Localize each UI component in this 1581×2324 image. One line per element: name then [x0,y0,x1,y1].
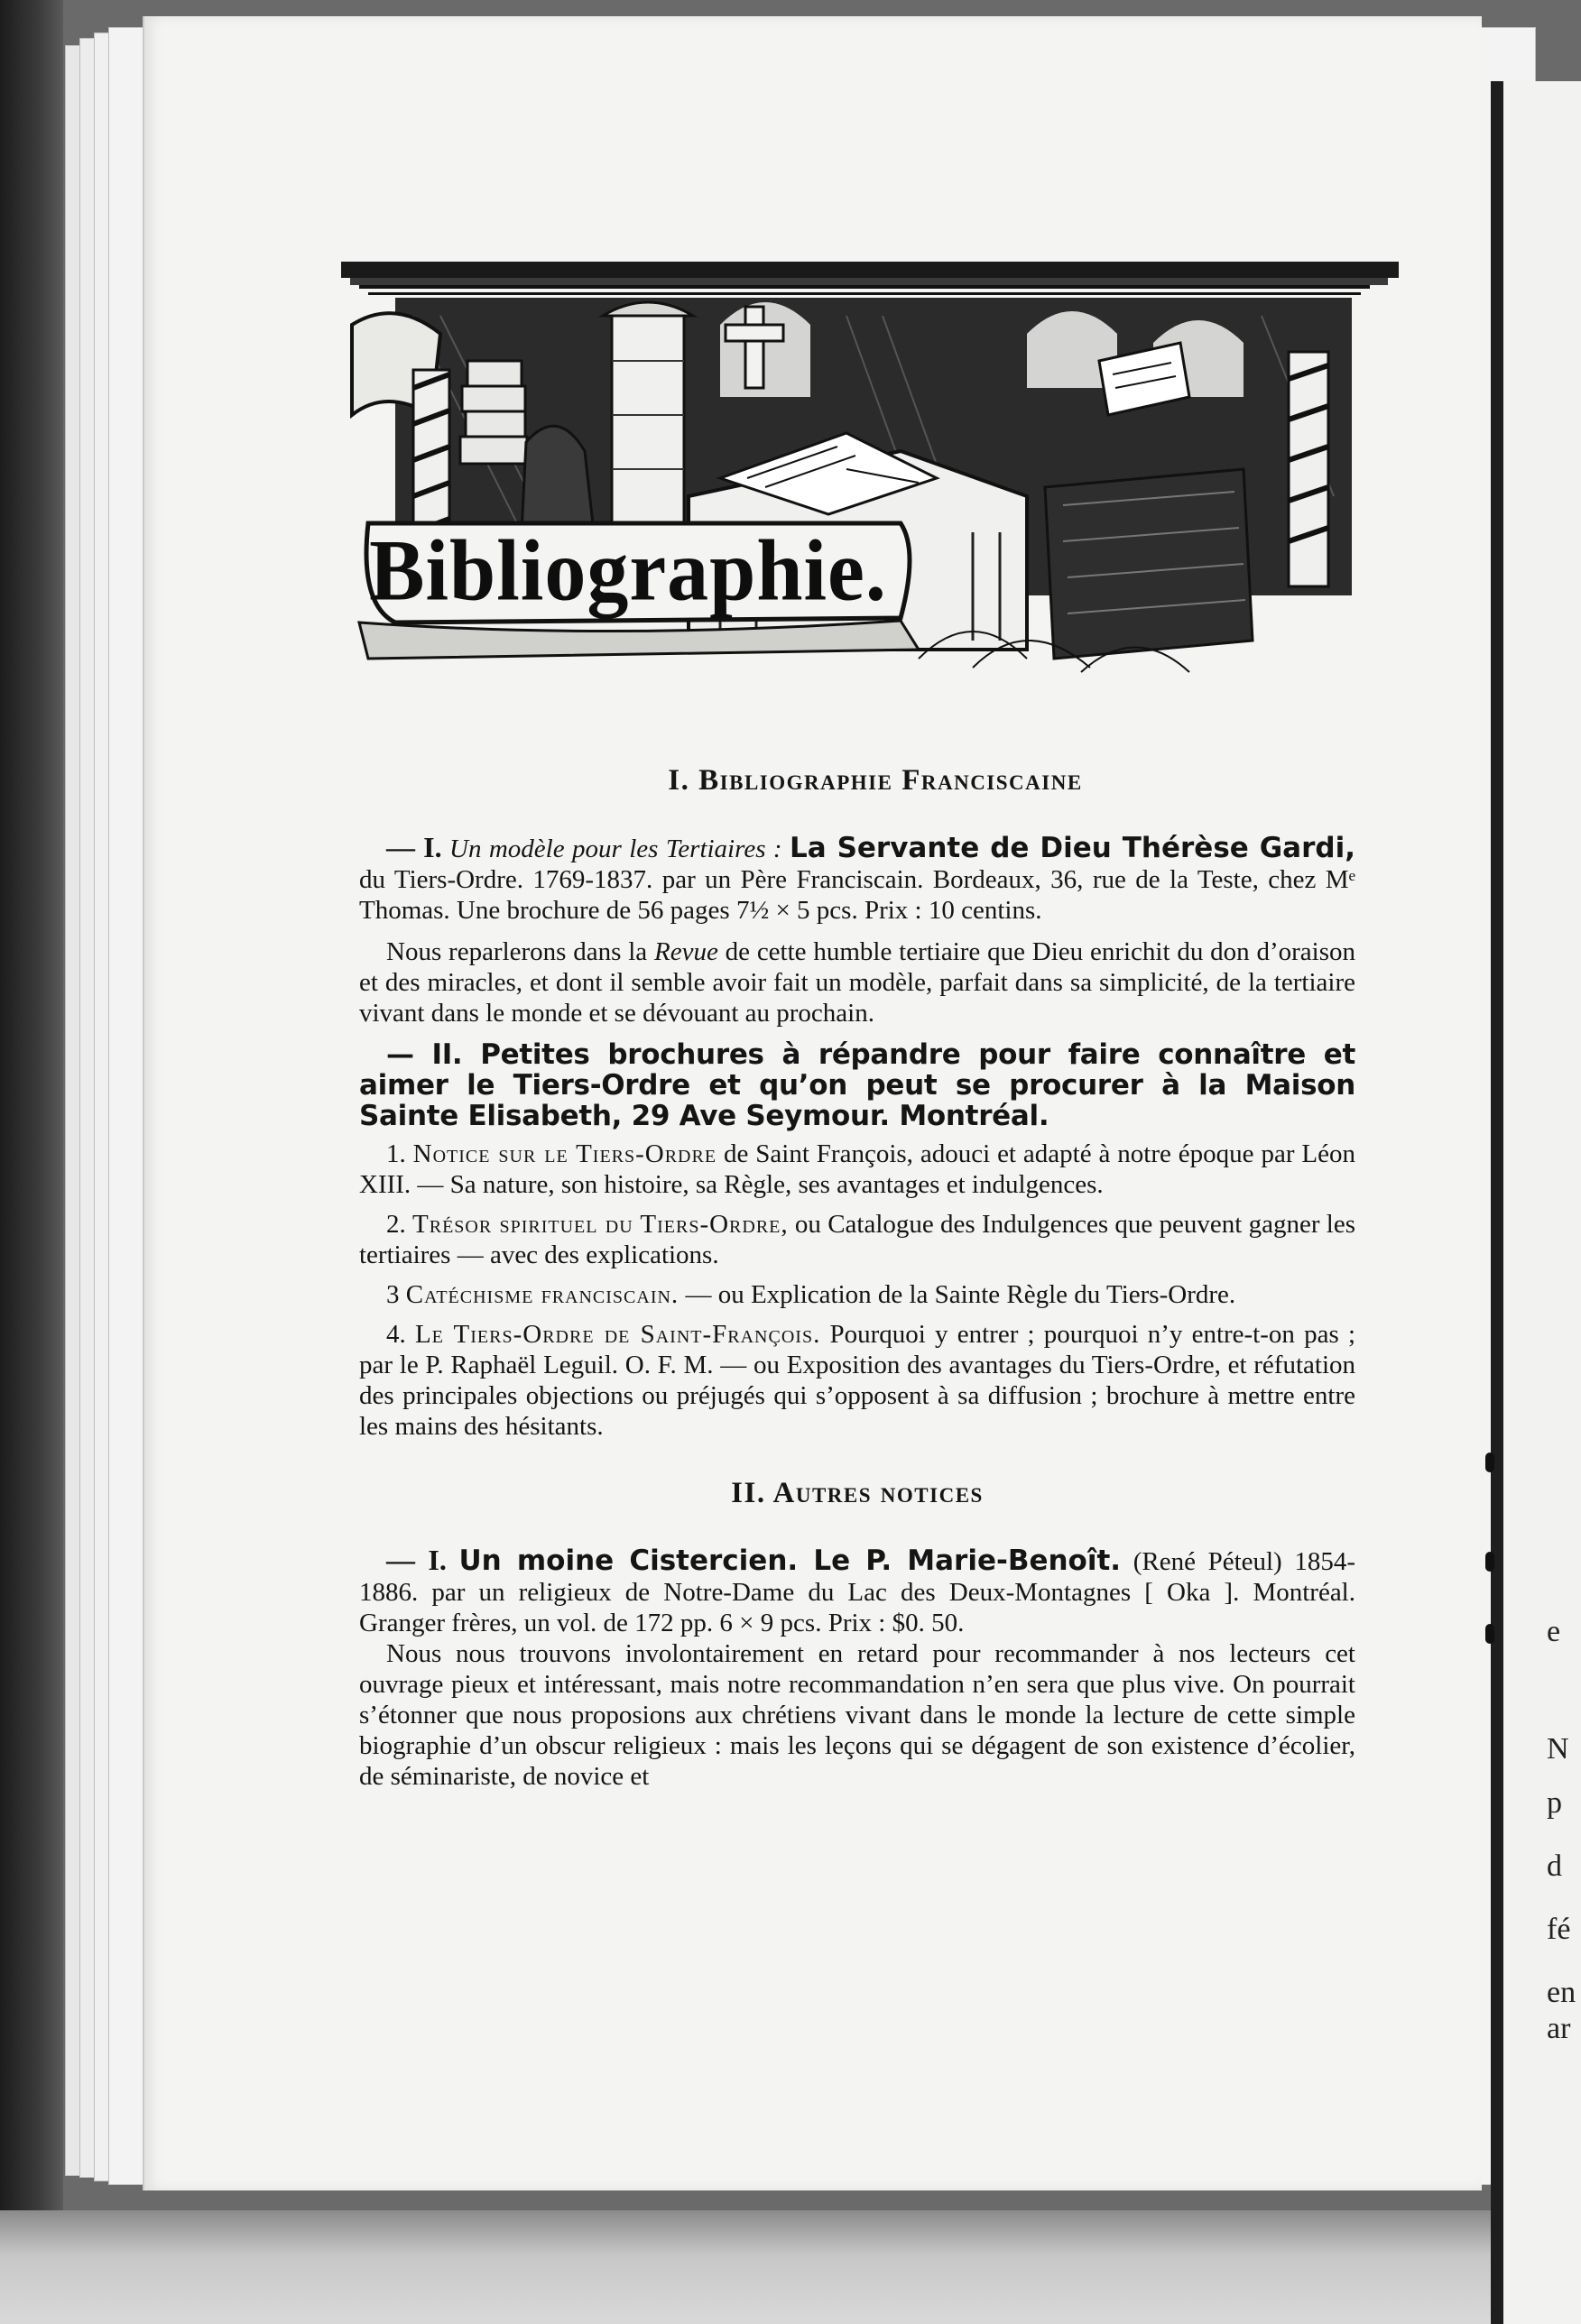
list-item-text: — ou Explication de la Sainte Règle du Tiers-Ordre. [679,1280,1236,1309]
list-item [359,1139,1355,1200]
list-item-number: 3 [386,1280,400,1309]
entry-details: (René Péteul) 1854-1886. par un religieux de Notre-Dame du Lac des Deux-Montagnes [ Oka ]. Montréal. Granger frères, un vol. de 172 pp. 6 × 9 pcs. Prix : $0. 50. [359,1547,1355,1637]
entry-subtitle: Un modèle pour les Tertiaires : [449,835,782,863]
bibliography-entry [359,1039,1355,1131]
list-item-title: Trésor spirituel du Tiers-Ordre, [412,1210,789,1239]
scan-background-bottom [0,2210,1581,2324]
page-title: Bibliographie. [369,521,887,619]
list-item [359,1319,1355,1442]
binding-mark [1485,1624,1494,1644]
list-item-text: Pourquoi y entrer ; pourquoi n’y entre-t-on pas ; par le P. Raphaël Leguil. O. F. M. — ou Exposition des avantages du Tiers-Ordre, et réfutation des principales objections ou préjugés qui s’opposent à sa diffusion ; brochure à mettre entre les mains des hésitants. [359,1320,1355,1441]
review-text: Nous reparlerons dans la [386,937,654,966]
entry-number: — I. [386,831,442,863]
list-item-text: ou Catalogue des Indulgences que peuvent gagner les tertiaires — avec des explications. [359,1210,1355,1269]
entry-title: La Servante de Dieu Thérèse Gardi, [789,832,1355,864]
entry-review: Nous nous trouvons involontairement en retard pour recommander à nos lecteurs cet ouvrage pieux et intéressant, mais notre recommandation n’en sera que plus vive. On pourrait s’étonner que nous proposions aux chrétiens vivant dans le monde la lecture de cette simple biographie d’un obscur religieux : mais les leçons qui se dégagent de son existence d’écolier, de séminariste, de novice et [359,1639,1355,1791]
entry-citation [359,1039,1355,1131]
bibliography-entry [359,1545,1355,1792]
entry-review [359,936,1355,1028]
adjacent-page [1491,81,1581,2324]
adjacent-page-text: fé [1547,1913,1571,1946]
entry-title: Petites brochures à répandre pour faire connaître et aimer le Tiers-Ordre et qu’on peut se procurer à la Maison Sainte Elisabeth, 29 Ave Seymour. Montréal. [359,1038,1355,1132]
adjacent-page-text: en [1547,1976,1576,2009]
adjacent-page-text: e [1547,1615,1561,1648]
section-heading: I. Bibliographie Franciscaine [668,764,1083,797]
brochure-list [359,1139,1355,1442]
adjacent-page-text: N [1547,1732,1569,1766]
bibliography-entry [359,832,1355,1028]
list-item-number: 1. [386,1139,406,1168]
entry-title: Un moine Cistercien. Le P. Marie-Benoît. [458,1545,1122,1577]
entry-citation [359,832,1355,926]
list-item [359,1209,1355,1270]
entry-number: — II. [386,1038,463,1071]
article-body [359,765,1355,1803]
adjacent-page-text: p [1547,1786,1562,1820]
entry-number: — I. [386,1544,447,1576]
section-heading: II. Autres notices [731,1477,984,1509]
list-item-text: de Saint François, adouci et adapté à notre époque par Léon XIII. — Sa nature, son histoire, sa Règle, ses avantages et indulgences. [359,1139,1355,1199]
adjacent-page-text: d [1547,1849,1562,1883]
entry-details: du Tiers-Ordre. 1769-1837. par un Père Franciscain. Bordeaux, 36, rue de la Teste, chez Mᵉ Thomas. Une brochure de 56 pages 7½ × 5 pcs. Prix : 10 centins. [359,865,1355,925]
list-item-title: Catéchisme franciscain. [405,1280,680,1309]
review-text: de cette humble tertiaire que Dieu enrichit du don d’oraison et des miracles, et dont il semble avoir fait un modèle, parfait dans sa simplicité, de la tertiaire vivant dans le monde et se dévouant au prochain. [359,937,1355,1028]
scan-background-left [0,0,63,2324]
list-item-title: Notice sur le Tiers-Ordre [412,1139,717,1168]
list-item-number: 2. [386,1210,406,1239]
binding-mark [1485,1452,1494,1472]
list-item-title: Le Tiers-Ordre de Saint-François. [414,1320,821,1349]
list-item [359,1279,1355,1310]
review-publication: Revue [653,937,718,966]
entry-citation [359,1545,1355,1638]
list-item-number: 4. [386,1320,406,1349]
binding-mark [1485,1552,1494,1572]
spacer [359,926,1355,936]
adjacent-page-text: ar [1547,2012,1571,2045]
